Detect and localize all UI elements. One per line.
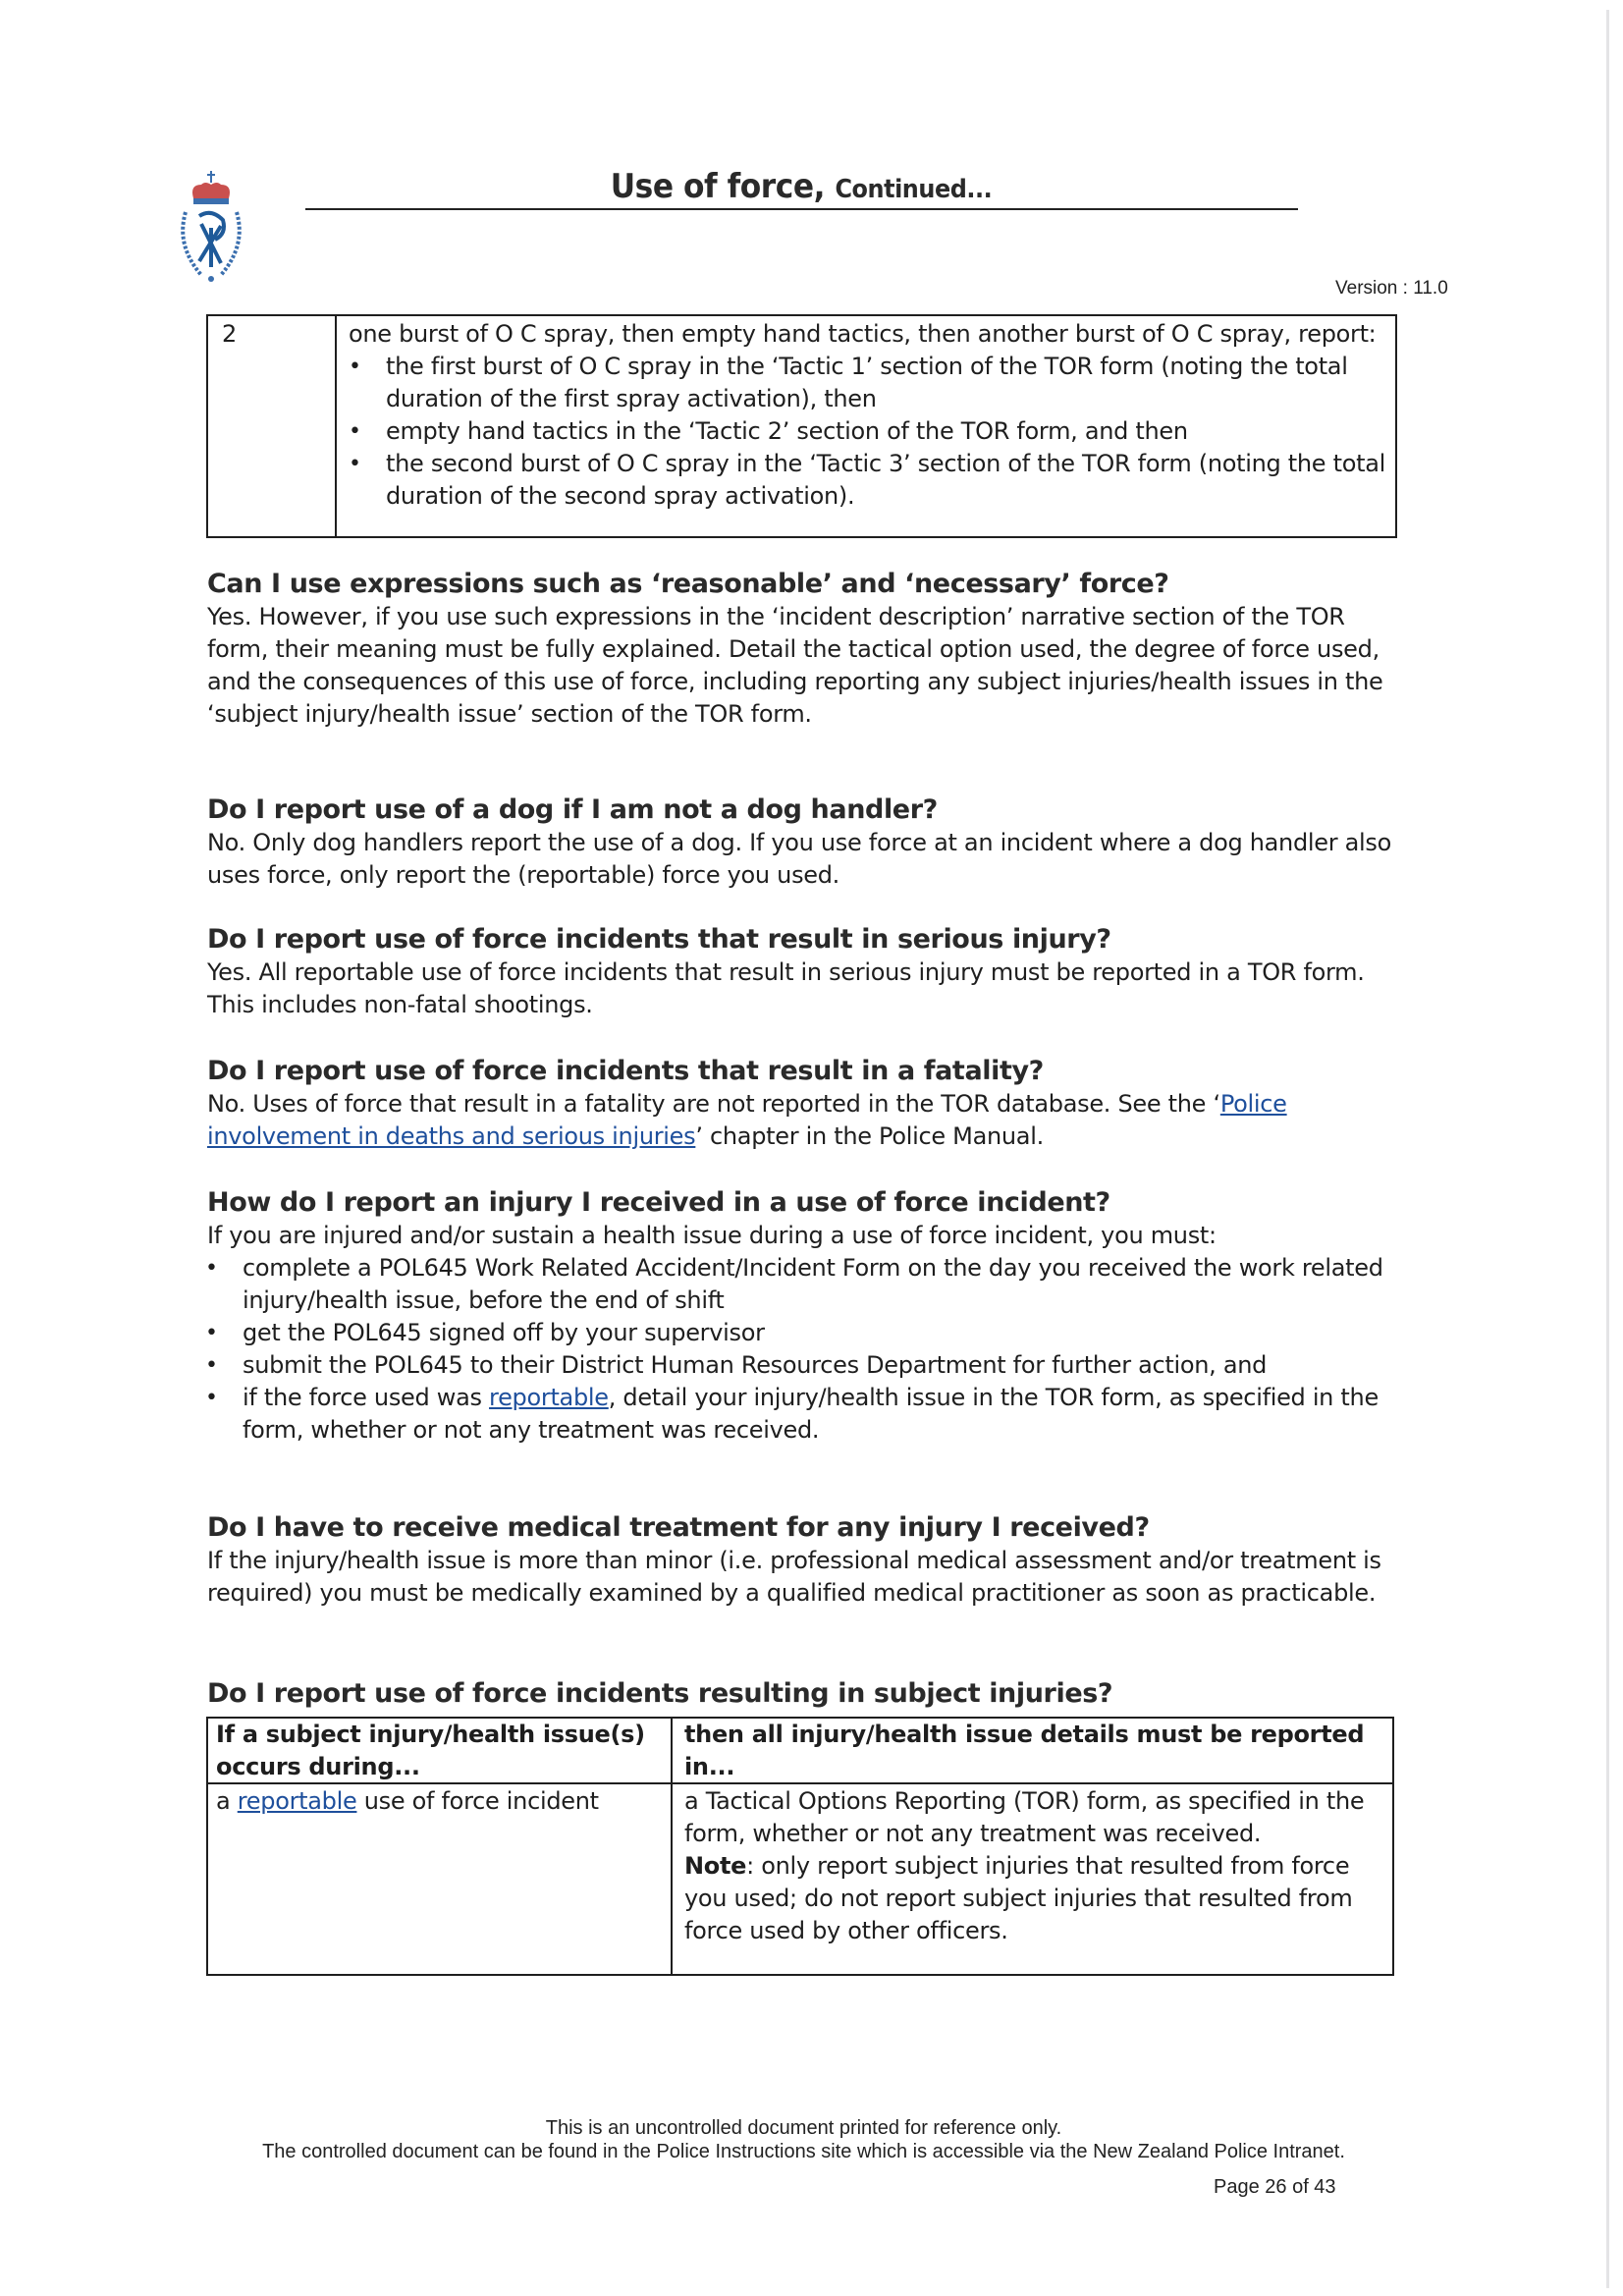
- body-text: if the force used was: [243, 1384, 490, 1411]
- list-item: • the first burst of O C spray in the ‘Tactic 1’ section of the TOR form (noting the total duration of the first spray activation), then: [349, 351, 1389, 415]
- body-text: ’ chapter in the Police Manual.: [695, 1122, 1044, 1150]
- section-own-injury: [207, 1186, 1400, 1447]
- list-item: • get the POL645 signed off by your supervisor: [205, 1317, 1400, 1349]
- cell-text: a: [216, 1787, 238, 1815]
- note-text: : only report subject injuries that resulted from force you used; do not report subject injuries that resulted from force used by other officers.: [684, 1852, 1353, 1944]
- list-item: • the second burst of O C spray in the ‘Tactic 3’ section of the TOR form (noting the total duration of the second spray activation).: [349, 448, 1389, 513]
- table-cell-condition: [216, 1785, 663, 1818]
- cell-text: use of force incident: [356, 1787, 599, 1815]
- table-cell-report-in: [684, 1785, 1386, 1947]
- list-item: [205, 1382, 1400, 1447]
- row-intro: one burst of O C spray, then empty hand tactics, then another burst of O C spray, report:: [349, 320, 1377, 348]
- section-body: [207, 1088, 1400, 1153]
- section-subject-injuries: [207, 1677, 1400, 1711]
- list-item: • complete a POL645 Work Related Accident/Incident Form on the day you received the work related injury/health issue, before the end of shift: [205, 1252, 1400, 1317]
- subject-injury-table: [206, 1717, 1394, 1976]
- section-heading: Do I report use of force incidents that result in serious injury?: [207, 924, 1111, 955]
- section-dog: [207, 793, 1400, 892]
- section-serious-injury: [207, 923, 1400, 1021]
- version-label: Version : 11.0: [1335, 278, 1448, 299]
- list-item: • empty hand tactics in the ‘Tactic 2’ section of the TOR form, and then: [349, 415, 1389, 448]
- table-header-condition: If a subject injury/health issue(s) occurs during...: [216, 1721, 645, 1780]
- section-fatality: [207, 1055, 1400, 1153]
- reportable-link[interactable]: reportable: [489, 1384, 609, 1411]
- section-heading: Can I use expressions such as ‘reasonable’ and ‘necessary’ force?: [207, 569, 1169, 599]
- body-text: No. Uses of force that result in a fatality are not reported in the TOR database. See the ‘: [207, 1090, 1220, 1118]
- section-intro: If you are injured and/or sustain a health issue during a use of force incident, you must:: [207, 1222, 1217, 1249]
- scan-edge: [1606, 10, 1609, 2288]
- body-text: , detail your injury/health issue in the TOR form, as specified in the form, whether or not any treatment was received.: [243, 1384, 1379, 1444]
- list-item: • submit the POL645 to their District Human Resources Department for further action, and: [205, 1349, 1400, 1382]
- section-body: Yes. All reportable use of force incidents that result in serious injury must be reported in a TOR form. This includes non-fatal shootings.: [207, 958, 1365, 1018]
- section-expressions: [207, 568, 1400, 731]
- footer-line-2: The controlled document can be found in the Police Instructions site which is accessible via the New Zealand Police Intranet.: [262, 2141, 1345, 2162]
- section-heading: Do I have to receive medical treatment for any injury I received?: [207, 1512, 1150, 1543]
- cell-text: a Tactical Options Reporting (TOR) form, as specified in the form, whether or not any treatment was received.: [684, 1787, 1365, 1847]
- tactic-table: [206, 314, 1397, 538]
- section-body: Yes. However, if you use such expressions in the ‘incident description’ narrative section of the TOR form, their meaning must be fully explained. Detail the tactical option used, the degree of force used, and the consequences of this use of force, including reporting any subject injuries/health issues in the ‘subject injury/health issue’ section of the TOR form.: [207, 603, 1383, 728]
- page-title-main: Use of force,: [610, 167, 826, 206]
- note: [684, 1850, 1386, 1947]
- tactic-list: [349, 351, 1389, 513]
- footer-line-1: This is an uncontrolled document printed for reference only.: [545, 2117, 1062, 2139]
- table-header-report-in: then all injury/health issue details must be reported in...: [684, 1721, 1365, 1780]
- section-medical: [207, 1511, 1400, 1610]
- section-heading: Do I report use of a dog if I am not a dog handler?: [207, 794, 938, 825]
- row-number: 2: [222, 320, 237, 348]
- section-heading: Do I report use of force incidents that result in a fatality?: [207, 1056, 1044, 1086]
- police-involvement-link[interactable]: Police involvement in deaths and serious injuries: [207, 1090, 1287, 1150]
- page-number: Page 26 of 43: [1214, 2176, 1336, 2198]
- section-heading: Do I report use of force incidents resulting in subject injuries?: [207, 1678, 1113, 1709]
- column-divider: [335, 316, 337, 536]
- section-body: No. Only dog handlers report the use of a dog. If you use force at an incident where a dog handler also uses force, only report the (reportable) force you used.: [207, 829, 1391, 889]
- nz-police-crest-icon: [172, 169, 250, 287]
- reportable-link[interactable]: reportable: [237, 1787, 357, 1815]
- page-title: [344, 167, 1258, 206]
- column-divider: [671, 1719, 673, 1974]
- title-rule: [305, 208, 1298, 210]
- row-content: [349, 318, 1389, 513]
- section-heading: How do I report an injury I received in a use of force incident?: [207, 1187, 1110, 1218]
- note-label: Note: [684, 1852, 747, 1880]
- section-body: If the injury/health issue is more than minor (i.e. professional medical assessment and/or treatment is required) you must be medically examined by a qualified medical practitioner as soon as practicable.: [207, 1547, 1381, 1607]
- injury-steps-list: [205, 1252, 1400, 1447]
- page-title-continued: Continued...: [835, 175, 993, 204]
